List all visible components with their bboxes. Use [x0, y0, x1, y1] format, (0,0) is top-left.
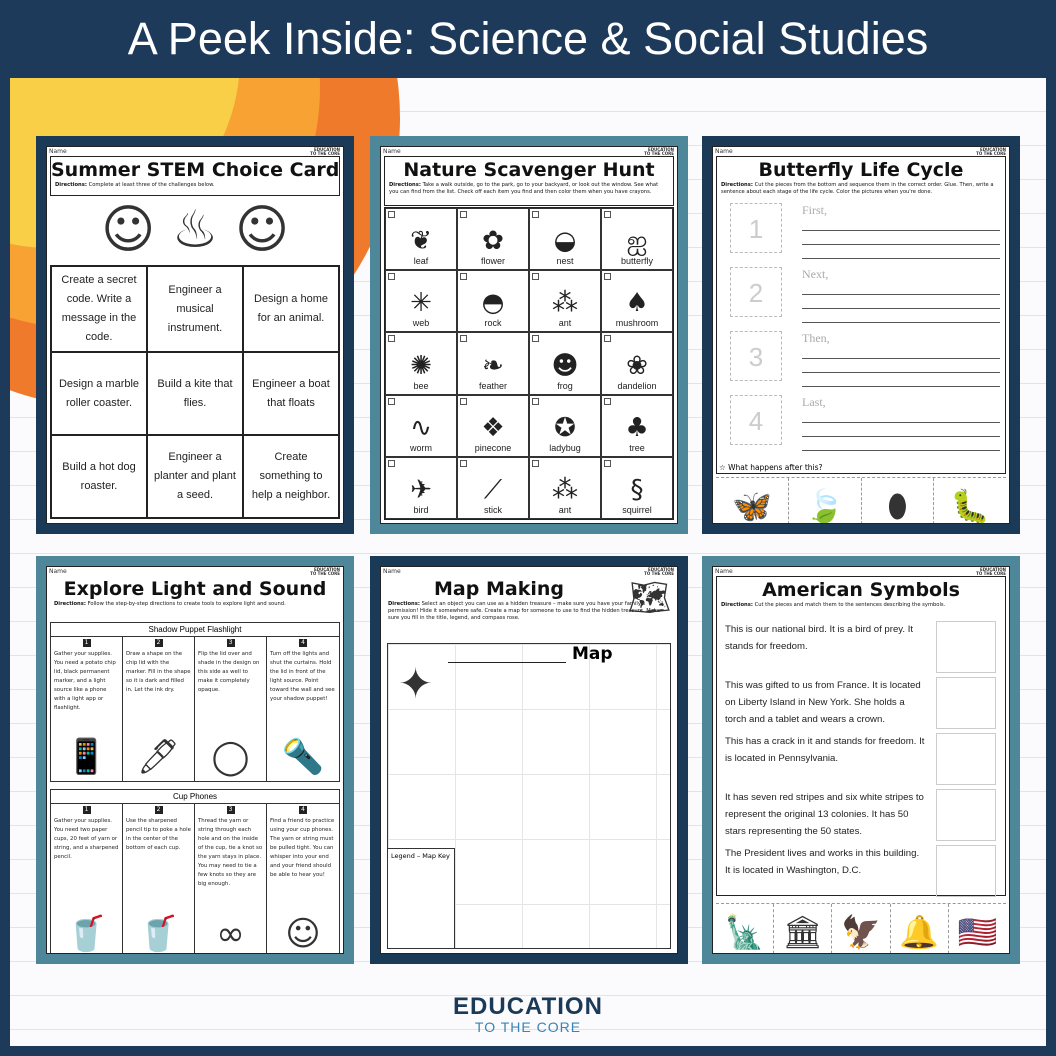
scavenger-title: Nature Scavenger Hunt	[403, 159, 655, 181]
glue-box[interactable]: 2	[730, 267, 782, 317]
name-label: Name	[383, 148, 401, 155]
glue-box[interactable]	[936, 733, 996, 785]
stick-icon: ⟋	[483, 475, 503, 505]
life-cycle-row	[720, 323, 1002, 387]
scavenger-item-label: ladybug	[549, 442, 581, 453]
symbol-sentence-row	[720, 785, 1002, 843]
writing-lines[interactable]	[802, 395, 1000, 451]
map-title-line	[448, 644, 648, 666]
name-label: Name	[383, 568, 401, 575]
liberty-bell-icon: 🔔	[891, 904, 949, 954]
stem-challenge-cell: Create something to help a neighbor.	[243, 435, 339, 518]
sequence-word: First,	[802, 203, 828, 217]
butterfly-title: Butterfly Life Cycle	[758, 159, 964, 181]
checkbox[interactable]	[460, 211, 467, 218]
page-header: A Peek Inside: Science & Social Studies	[0, 0, 1056, 78]
step-text: Gather your supplies. You need two paper cups, 20 feet of yarn or string, and a sharpened pencil.	[54, 818, 119, 860]
step-column	[51, 804, 123, 954]
step-number: 4	[299, 639, 307, 647]
stem-challenge-cell: Engineer a musical instrument.	[147, 266, 243, 352]
scavenger-item[interactable]	[457, 270, 529, 332]
scavenger-item-label: ant	[558, 318, 572, 329]
glue-box[interactable]	[936, 789, 996, 841]
brand-logo	[10, 994, 1046, 1034]
glue-box[interactable]	[936, 845, 996, 897]
brand-mini: EDUCATION TO THE CORE	[644, 147, 674, 156]
stem-challenge-cell: Design a marble roller coaster.	[51, 352, 147, 435]
scavenger-item[interactable]	[529, 395, 601, 457]
section-heading: Shadow Puppet Flashlight	[51, 623, 339, 637]
checkbox[interactable]	[388, 460, 395, 467]
checkbox[interactable]	[604, 460, 611, 467]
ladybug-icon: ✪	[554, 412, 576, 443]
symbol-sentence: It has seven red stripes and six white stripes to represent the original 13 colonies. It has 50 stars representing the 50 states.	[725, 792, 924, 837]
step-text: Thread the yarn or string through each hole and on the inside of the cup, tie a knot so the yarn stays in place. You may need to tie a few knots so they are big enough.	[198, 818, 263, 887]
frog-icon: ☻	[551, 350, 579, 381]
step-text: Flip the lid over and shade in the design on this side as well to make it completely opaque.	[198, 651, 260, 693]
glue-box[interactable]: 4	[730, 395, 782, 445]
ant-icon: ⁂	[552, 475, 578, 505]
life-cycle-row	[720, 195, 1002, 259]
web-icon: ✳	[410, 288, 432, 319]
checkbox[interactable]	[388, 335, 395, 342]
scavenger-item-label: bird	[413, 505, 429, 515]
scavenger-item[interactable]	[457, 457, 529, 519]
checkbox[interactable]	[460, 273, 467, 280]
glue-box[interactable]	[936, 621, 996, 673]
stem-challenge-cell: Design a home for an animal.	[243, 266, 339, 352]
step-illustration-icon: 🔦	[281, 737, 325, 777]
treasure-map-icon: 🗺	[627, 578, 671, 618]
scavenger-item[interactable]	[457, 395, 529, 457]
kids-campfire-illustration: ☺ ♨ ☺	[100, 200, 290, 260]
scavenger-item[interactable]	[601, 270, 673, 332]
map-page[interactable]	[370, 556, 688, 964]
butterfly-page[interactable]	[702, 136, 1020, 534]
scavenger-item-label: rock	[484, 318, 502, 329]
scavenger-item-label: bee	[413, 380, 429, 391]
symbols-title: American Symbols	[762, 579, 960, 601]
checkbox[interactable]	[388, 211, 395, 218]
scavenger-item[interactable]	[385, 270, 457, 332]
scavenger-item-label: worm	[410, 442, 432, 453]
stem-challenge-cell: Build a kite that flies.	[147, 352, 243, 435]
step-text: Gather your supplies. You need a potato chip lid, black permanent marker, and a light source like a phone with a light app or flashlight.	[54, 651, 116, 711]
name-label: Name	[715, 148, 733, 155]
scavenger-item-label: flower	[480, 256, 505, 267]
scavenger-item-label: dandelion	[617, 380, 657, 391]
symbol-sentence: This was gifted to us from France. It is located on Liberty Island in New York. She holds a torch and a tablet and wears a crown.	[725, 680, 921, 725]
symbol-sentence: The President lives and works in this building. It is located in Washington, D.C.	[725, 848, 920, 876]
scavenger-item-label: feather	[478, 380, 508, 391]
step-illustration-icon: ∞	[216, 914, 245, 954]
symbol-sentence-row	[720, 841, 1002, 899]
scavenger-item[interactable]	[385, 395, 457, 457]
scavenger-item[interactable]	[529, 457, 601, 519]
checkbox[interactable]	[532, 398, 539, 405]
section-heading: Cup Phones	[51, 790, 339, 804]
rock-icon: ◓	[481, 288, 505, 319]
compass-rose-icon: ✦	[398, 659, 434, 708]
bee-icon: ✺	[410, 350, 432, 381]
scavenger-item[interactable]	[529, 208, 601, 270]
writing-lines[interactable]	[802, 203, 1000, 259]
writing-lines[interactable]	[802, 267, 1000, 323]
glue-box[interactable]: 3	[730, 331, 782, 381]
stem-page[interactable]	[36, 136, 354, 534]
stem-challenge-cell: Build a hot dog roaster.	[51, 435, 147, 518]
step-column	[123, 637, 195, 781]
name-label: Name	[49, 148, 67, 155]
sequence-word: Next,	[802, 267, 829, 281]
scavenger-item-label: stick	[484, 505, 502, 515]
step-illustration-icon: 📱	[65, 737, 108, 777]
scavenger-item-label: ant	[558, 505, 572, 515]
scavenger-item-label: mushroom	[615, 318, 659, 329]
scavenger-item[interactable]	[529, 270, 601, 332]
brand-mini: EDUCATION TO THE CORE	[976, 567, 1006, 576]
butterfly-cut-strip	[716, 477, 1006, 524]
name-label: Name	[715, 568, 733, 575]
symbols-cut-strip	[716, 903, 1006, 954]
step-column	[195, 804, 267, 954]
life-cycle-row	[720, 259, 1002, 323]
checkbox[interactable]	[460, 398, 467, 405]
map-drawing-area[interactable]	[387, 643, 671, 949]
nest-icon: ◒	[553, 226, 577, 257]
scavenger-page[interactable]	[370, 136, 688, 534]
caterpillar-icon: 🐛	[950, 487, 991, 524]
scavenger-item[interactable]	[601, 208, 673, 270]
step-number: 2	[155, 806, 163, 814]
scavenger-item-label: frog	[557, 380, 573, 391]
scavenger-item[interactable]	[601, 332, 673, 394]
checkbox[interactable]	[532, 211, 539, 218]
leaf-icon: ❦	[410, 226, 432, 257]
checkbox[interactable]	[604, 398, 611, 405]
scavenger-item-label: web	[412, 318, 430, 329]
light-sound-title: Explore Light and Sound	[63, 578, 327, 600]
life-cycle-row	[720, 387, 1002, 451]
scavenger-item[interactable]	[385, 332, 457, 394]
stem-challenge-cell: Engineer a planter and plant a seed.	[147, 435, 243, 518]
squirrel-icon: §	[630, 475, 644, 505]
step-illustration-icon: 🥤	[65, 914, 108, 954]
worm-icon: ∿	[410, 412, 432, 443]
checkbox[interactable]	[604, 335, 611, 342]
butterfly-question: ☆ What happens after this?	[719, 463, 823, 472]
brand-mini: EDUCATION TO THE CORE	[644, 567, 674, 576]
stem-directions: Directions: Complete at least three of the challenges below.	[55, 182, 215, 188]
sequence-word: Then,	[802, 331, 830, 345]
brand-mini: EDUCATION TO THE CORE	[310, 567, 340, 576]
scavenger-item-label: tree	[629, 442, 645, 453]
scavenger-item-label: nest	[556, 256, 574, 267]
step-text: Use the sharpened pencil tip to poke a hole in the center of the bottom of each cup.	[126, 818, 191, 851]
checkbox[interactable]	[532, 335, 539, 342]
scavenger-item[interactable]	[601, 395, 673, 457]
map-title-blank[interactable]	[448, 662, 566, 663]
checkbox[interactable]	[604, 211, 611, 218]
step-text: Draw a shape on the chip lid with the marker. Fill in the shape so it is dark and filled in. Let the ink dry.	[126, 651, 191, 693]
butterfly-icon: ஐ	[626, 226, 648, 257]
symbol-sentence: This is our national bird. It is a bird of prey. It stands for freedom.	[725, 624, 914, 652]
step-column	[51, 637, 123, 781]
stem-challenge-cell: Create a secret code. Write a message in the code.	[51, 266, 147, 352]
symbol-sentence: This has a crack in it and stands for freedom. It is located in Pennsylvania.	[725, 736, 925, 764]
white-house-icon: 🏛	[774, 904, 832, 954]
chrysalis-icon: ⬮	[862, 478, 935, 524]
bird-icon: ✈	[410, 475, 432, 505]
glue-box[interactable]: 1	[730, 203, 782, 253]
map-legend[interactable]: Legend – Map Key	[388, 848, 455, 948]
stem-challenge-cell: Engineer a boat that floats	[243, 352, 339, 435]
step-number: 1	[83, 639, 91, 647]
sequence-word: Last,	[802, 395, 826, 409]
scavenger-item[interactable]	[385, 208, 457, 270]
checkbox[interactable]	[460, 460, 467, 467]
ant-icon: ⁂	[552, 288, 578, 319]
canvas-background	[10, 78, 1046, 1046]
statue-of-liberty-icon: 🗽	[716, 904, 774, 954]
step-column	[123, 804, 195, 954]
checkbox[interactable]	[532, 273, 539, 280]
activity-section	[50, 622, 340, 782]
step-illustration-icon: ☺	[285, 914, 321, 954]
step-number: 4	[299, 806, 307, 814]
map-title: Map Making	[434, 578, 564, 600]
checkbox[interactable]	[388, 398, 395, 405]
flag-icon: 🇺🇸	[957, 913, 998, 951]
butterfly-directions: Directions: Cut the pieces from the bottom and sequence them in the correct order. Glue. Then, write a sentence about each stage of the life cycle. Color the pictures when you're done.	[721, 182, 994, 195]
scavenger-item-label: pinecone	[474, 442, 512, 453]
checkbox[interactable]	[604, 273, 611, 280]
step-column	[195, 637, 267, 781]
writing-lines[interactable]	[802, 331, 1000, 387]
symbols-page[interactable]	[702, 556, 1020, 964]
scavenger-directions: Directions: Take a walk outside, go to the park, go to your backyard, or look out the window. See what you can find from the list. Check off each item you find and then color them when you have crayons.	[389, 182, 659, 195]
scavenger-item-label: butterfly	[620, 256, 653, 267]
checkbox[interactable]	[460, 335, 467, 342]
step-text: Find a friend to practice using your cup phones. The yarn or string must be pulled tight. You can whisper into your end and your friend should be able to hear you!	[270, 818, 335, 878]
feather-icon: ❧	[482, 350, 504, 381]
scavenger-item[interactable]	[601, 457, 673, 519]
step-number: 3	[227, 806, 235, 814]
checkbox[interactable]	[532, 460, 539, 467]
scavenger-item-label: squirrel	[622, 505, 652, 515]
scavenger-item[interactable]	[529, 332, 601, 394]
step-text: Turn off the lights and shut the curtains. Hold the lid in front of the light source. Point toward the wall and see your shadow puppet!	[270, 651, 335, 702]
symbol-sentence-row	[720, 729, 1002, 787]
logo-line1: EDUCATION	[453, 993, 603, 1020]
step-illustration-icon: 🖊	[136, 737, 181, 777]
name-label: Name	[49, 568, 67, 575]
step-number: 2	[155, 639, 163, 647]
symbol-sentence-row	[720, 673, 1002, 731]
brand-mini: EDUCATION TO THE CORE	[310, 147, 340, 156]
symbol-sentence-row	[720, 617, 1002, 675]
logo-line2: TO THE CORE	[474, 1019, 582, 1035]
stem-title: Summer STEM Choice Card	[51, 159, 340, 181]
step-illustration-icon: 🥤	[137, 914, 180, 954]
pinecone-icon: ❖	[481, 412, 505, 443]
mushroom-icon: ♠	[625, 288, 649, 319]
stem-grid	[50, 265, 340, 519]
scavenger-item[interactable]	[457, 208, 529, 270]
scavenger-item-label: leaf	[413, 256, 429, 267]
scavenger-item[interactable]	[457, 332, 529, 394]
step-number: 1	[83, 806, 91, 814]
map-directions: Directions: Select an object you can use as a hidden treasure – make sure you have your family's permission! Hide it somewhere safe. Create a map for someone to use to find the hidden treasure. Make sure you fill in the title, legend, and compass rose.	[388, 601, 660, 621]
checkbox[interactable]	[388, 273, 395, 280]
map-word: Map	[572, 644, 613, 664]
step-column	[267, 637, 339, 781]
eagle-icon: 🦅	[832, 904, 890, 954]
brand-mini: EDUCATION TO THE CORE	[976, 147, 1006, 156]
leaf-egg-icon: 🍃	[789, 478, 862, 524]
light-sound-directions: Directions: Follow the step-by-step directions to create tools to explore light and sound.	[54, 601, 286, 607]
tree-icon: ♣	[625, 412, 649, 443]
glue-box[interactable]	[936, 677, 996, 729]
symbols-directions: Directions: Cut the pieces and match them to the sentences describing the symbols.	[721, 602, 946, 608]
step-number: 3	[227, 639, 235, 647]
dandelion-icon: ❀	[626, 350, 648, 381]
step-column	[267, 804, 339, 954]
activity-section	[50, 789, 340, 954]
scavenger-grid	[384, 207, 674, 520]
flower-icon: ✿	[482, 226, 504, 257]
scavenger-item[interactable]	[385, 457, 457, 519]
butterfly-icon: 🦋	[716, 478, 789, 524]
step-illustration-icon: ◯	[211, 737, 250, 777]
light-sound-page[interactable]	[36, 556, 354, 964]
